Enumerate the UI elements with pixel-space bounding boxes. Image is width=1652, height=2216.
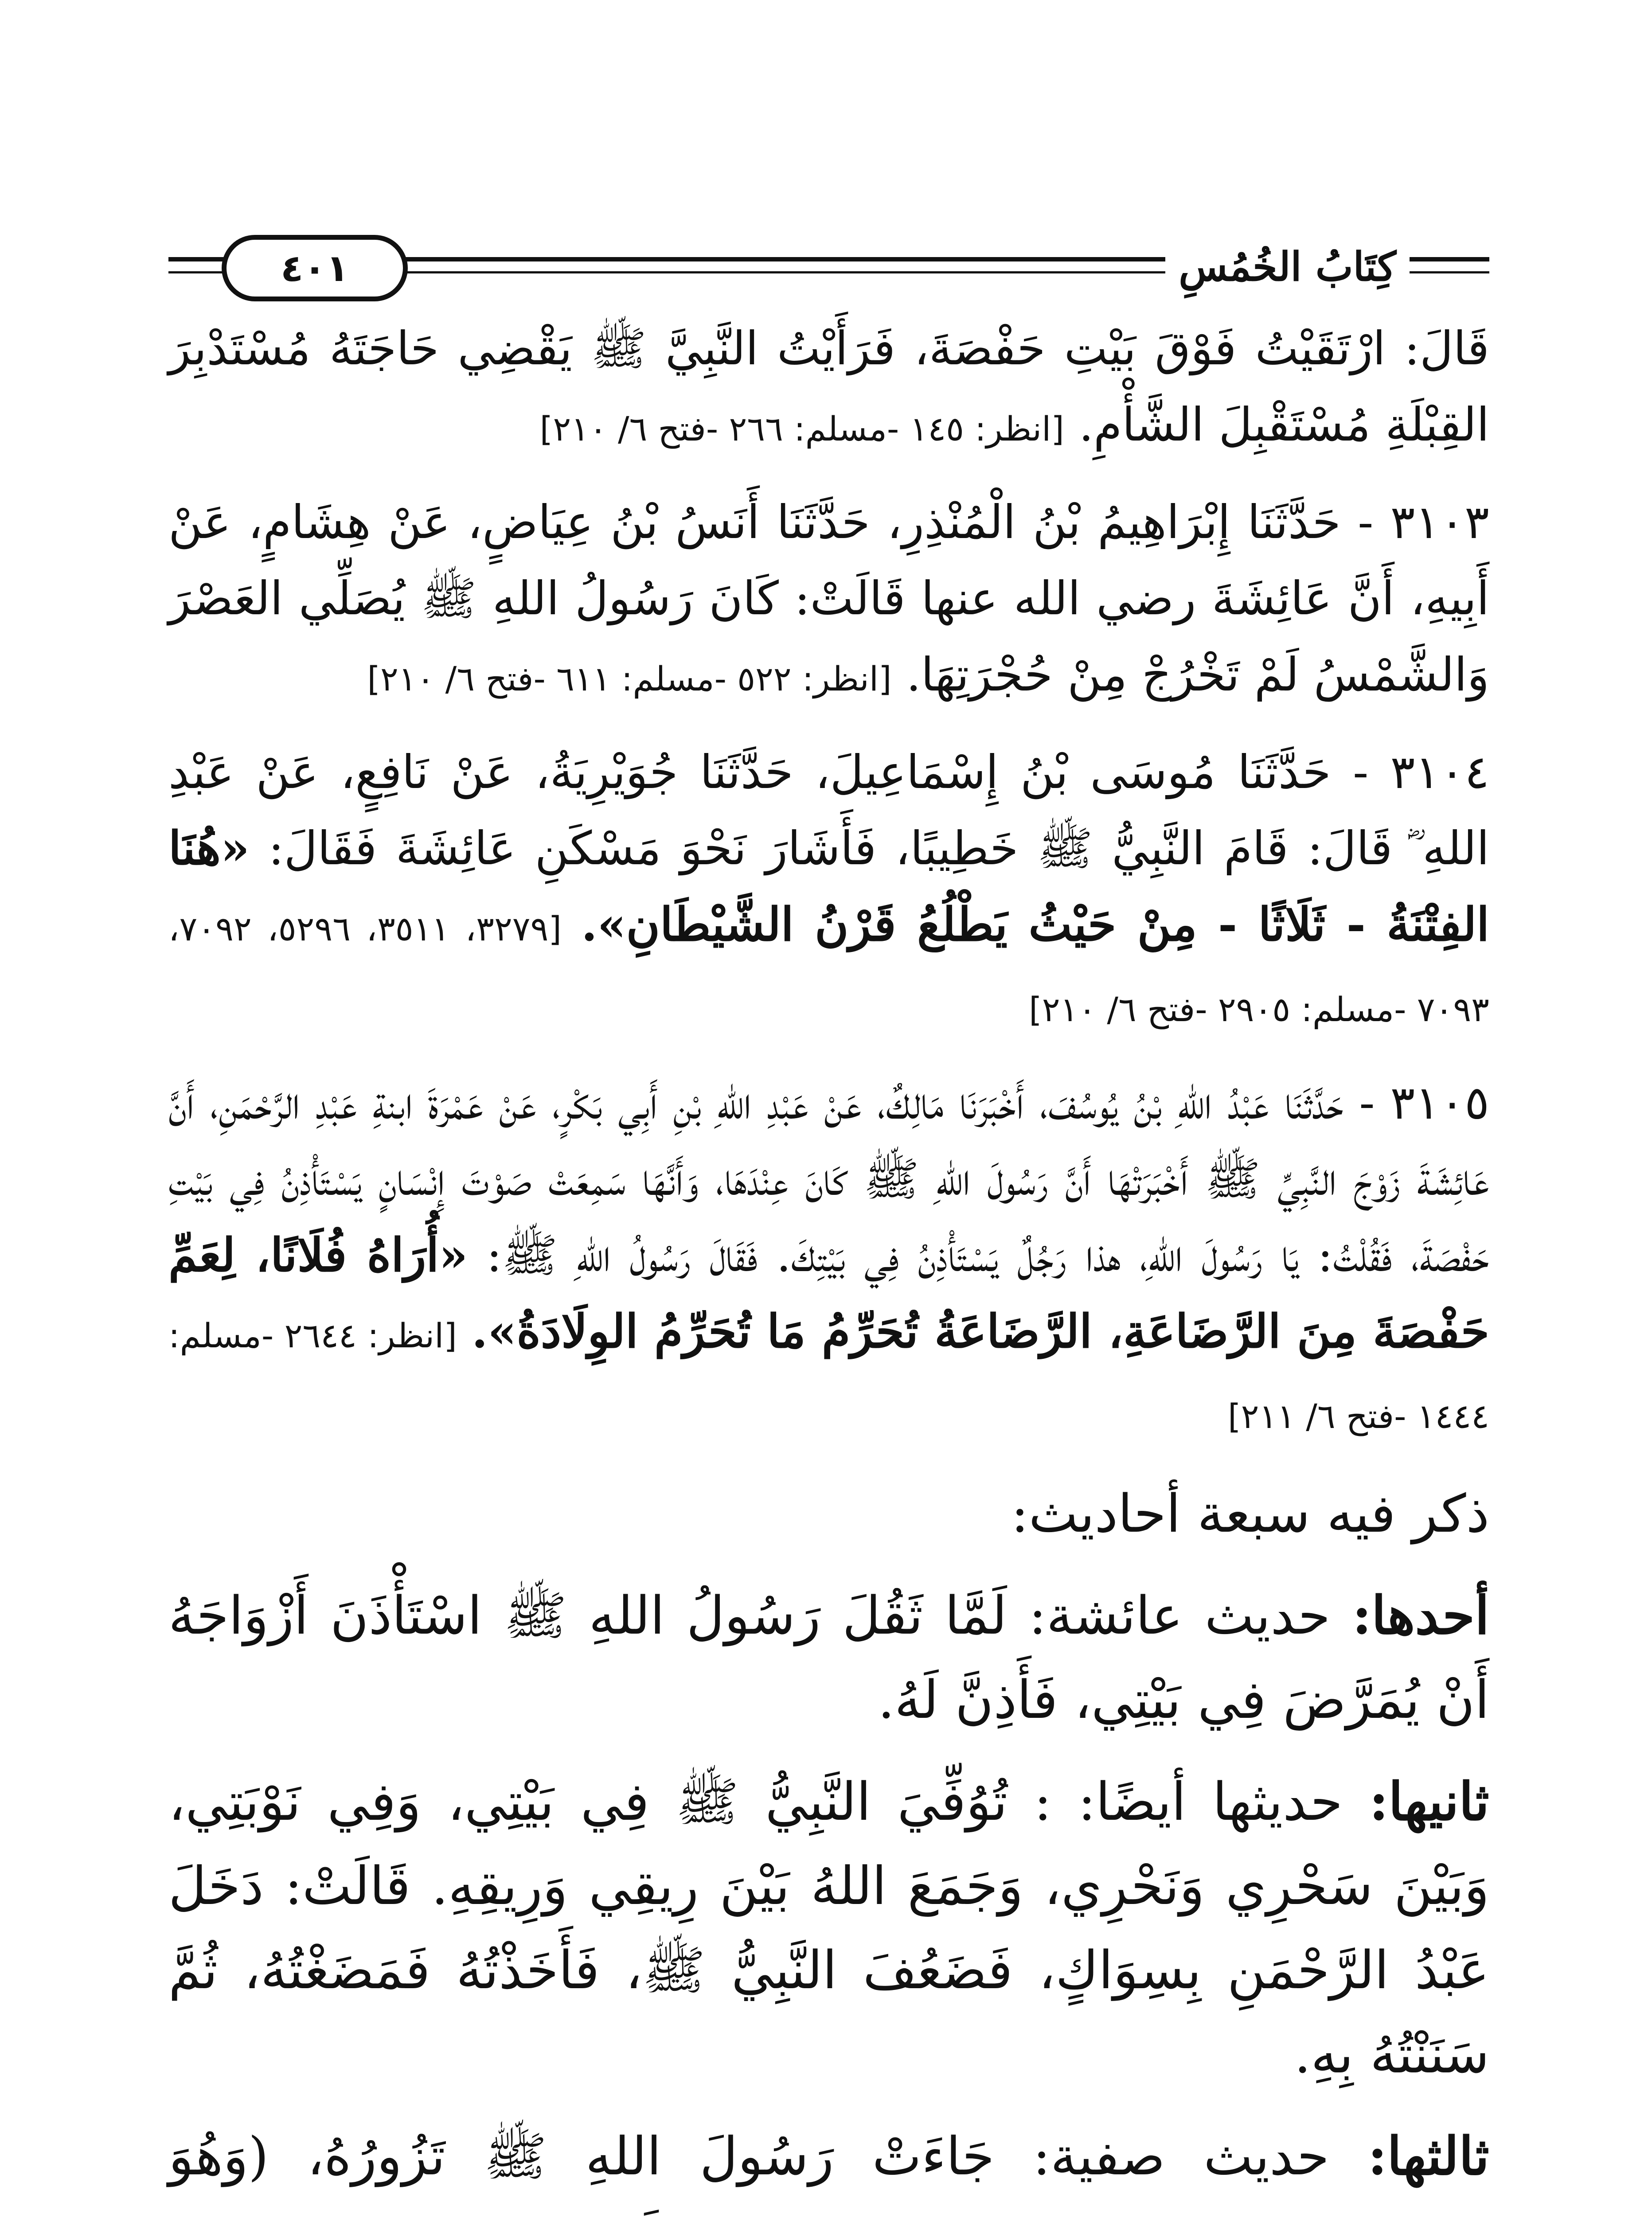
hadith-text: حَدَّثَنَا مُوسَى بْنُ إِسْمَاعِيلَ، حَدَّثَنَا جُوَيْرِيَةُ، عَنْ نَافِعٍ، عَنْ عَبْدِ اللهِ ؓ قَالَ: قَامَ النَّبِيُّ ﷺ خَطِيبًا، فَأَشَارَ نَحْوَ مَسْكَنِ عَائِشَةَ فَقَالَ: xyxy=(168,745,1490,875)
hadith-quote: «أُرَاهُ فُلَانًا، لِعَمِّ حَفْصَةَ مِنَ الرَّضَاعَةِ، الرَّضَاعَةُ تُحَرِّمُ مَا تُحَرِّمُ الوِلَادَةُ». xyxy=(168,1228,1489,1358)
hadith-block xyxy=(168,1065,1489,1455)
hadith-reference: [انظر: ٥٢٢ -مسلم: ٦١١ -فتح ٦/ ٢١٠] xyxy=(367,659,892,698)
hadith-number: ٣١٠٤ - xyxy=(1353,745,1490,799)
page-number-badge xyxy=(222,235,408,301)
hadith-number: ٣١٠٥ - xyxy=(1359,1076,1489,1130)
commentary-text: حديث عائشة: لَمَّا ثَقُلَ رَسُولُ اللهِ ﷺ اسْتَأْذَنَ أَزْوَاجَهُ أَنْ يُمَرَّضَ فِي بَيْتِي، فَأَذِنَّ لَهُ. xyxy=(168,1585,1489,1730)
commentary-item xyxy=(168,2114,1489,2216)
commentary-intro xyxy=(168,1471,1489,1556)
hadith-block xyxy=(168,310,1489,467)
hadith-block xyxy=(168,484,1489,717)
hadith-text: حَدَّثَنَا إِبْرَاهِيمُ بْنُ الْمُنْذِرِ، حَدَّثَنَا أَنَسُ بْنُ عِيَاضٍ، عَنْ هِشَامٍ، عَنْ أَبِيهِ، أَنَّ عَائِشَةَ رضي الله عنها قَالَتْ: كَانَ رَسُولُ اللهِ ﷺ يُصَلِّي العَصْرَ وَالشَّمْسُ لَمْ تَخْرُجْ مِنْ حُجْرَتِهَا. xyxy=(168,495,1489,702)
commentary-item xyxy=(168,1760,1489,2096)
commentary-intro-text: ذكر فيه سبعة أحاديث: xyxy=(1011,1483,1489,1544)
hadith-quote: «هُنَا الفِتْنَةُ - ثَلَاثًا - مِنْ حَيْثُ يَطْلُعُ قَرْنُ الشَّيْطَانِ». xyxy=(168,821,1490,952)
running-title: كِتَابُ الخُمُسِ xyxy=(1165,243,1410,291)
commentary-item xyxy=(168,1573,1489,1742)
commentary-label: ثالثها: xyxy=(1367,2125,1489,2187)
hadith-text: حَدَّثَنَا عَبْدُ اللهِ بْنُ يُوسُفَ، أَخْبَرَنَا مَالِكٌ، عَنْ عَبْدِ اللهِ بْنِ أَبِي بَكْرٍ، عَنْ عَمْرَةَ ابنةِ عَبْدِ الرَّحْمَنِ، أَنَّ عَائِشَةَ زَوْجَ النَّبِيِّ ﷺ أَخْبَرَتْهَا أَنَّ رَسُولَ اللهِ ﷺ كَانَ عِنْدَهَا، وَأَنَّهَا سَمِعَتْ صَوْتَ إِنْسَانٍ يَسْتَأْذِنُ فِي بَيْتِ حَفْصَةَ، فَقُلْتُ: يَا رَسُولَ اللهِ، هذا رَجُلٌ يَسْتَأْذِنُ فِي بَيْتِكَ. فَقَالَ رَسُولُ اللهِ ﷺ: xyxy=(168,1076,1489,1282)
commentary-label: أحدها: xyxy=(1352,1584,1489,1646)
hadith-reference: [انظر: ١٤٥ -مسلم: ٢٦٦ -فتح ٦/ ٢١٠] xyxy=(539,409,1064,449)
commentary-label: ثانيها: xyxy=(1369,1771,1489,1832)
hadith-text: قَالَ: ارْتَقَيْتُ فَوْقَ بَيْتِ حَفْصَةَ، فَرَأَيْتُ النَّبِيَّ ﷺ يَقْضِي حَاجَتَهُ مُسْتَدْبِرَ القِبْلَةِ مُسْتَقْبِلَ الشَّأْمِ. xyxy=(168,321,1489,452)
page-number: ٤٠١ xyxy=(281,246,349,290)
hadith-block xyxy=(168,734,1489,1048)
commentary-text: حديث صفية: جَاءَتْ رَسُولَ اللهِ ﷺ تَزُورُهُ، (وَهُوَ xyxy=(168,2126,1329,2187)
hadith-reference: [انظر: ٢٦٤٤ -مسلم: ١٤٤٤ -فتح ٦/ ٢١١] xyxy=(168,1316,1489,1436)
main-text xyxy=(168,310,1489,2216)
hadith-number: ٣١٠٣ - xyxy=(1358,495,1489,549)
page-header xyxy=(168,222,1489,310)
commentary-text: حديثها أيضًا: : تُوُفِّيَ النَّبِيُّ ﷺ فِي بَيْتِي، وَفِي نَوْبَتِي، وَبَيْنَ سَحْرِي وَنَحْرِي، وَجَمَعَ اللهُ بَيْنَ رِيقِي وَرِيقِهِ. قَالَتْ: دَخَلَ عَبْدُ الرَّحْمَنِ بِسِوَاكٍ، فَضَعُفَ النَّبِيُّ ﷺ، فَأَخَذْتُهُ فَمَضَغْتُهُ، ثُمَّ سَنَنْتُهُ بِهِ. xyxy=(168,1771,1489,2085)
hadith-reference: [٣٢٧٩، ٣٥١١، ٥٢٩٦، ٧٠٩٢، ٧٠٩٣ -مسلم: ٢٩٠٥ -فتح ٦/ ٢١٠] xyxy=(168,909,1489,1029)
